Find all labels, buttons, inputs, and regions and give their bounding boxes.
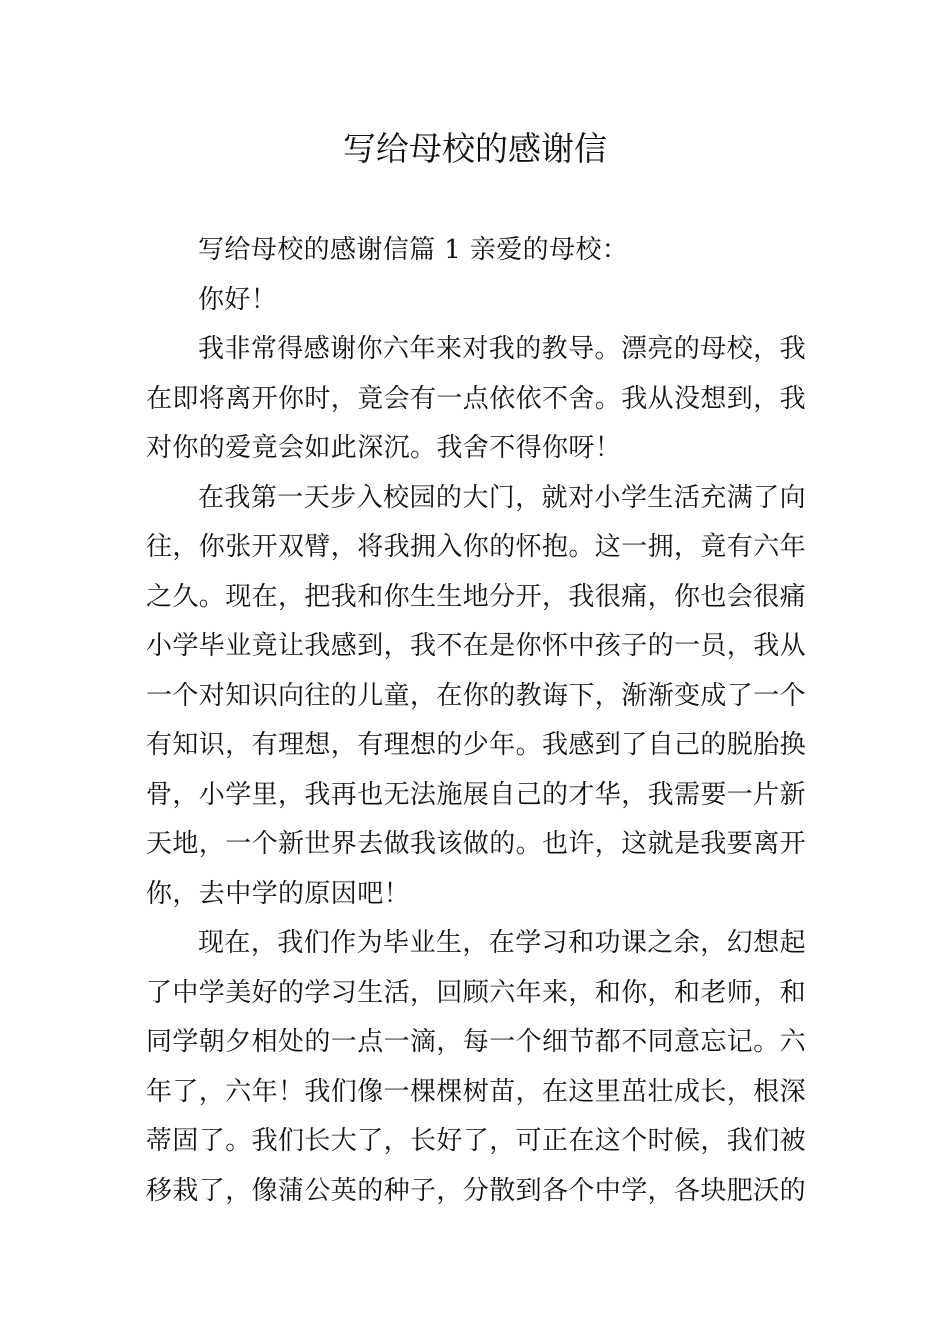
paragraph-3: 现在，我们作为毕业生，在学习和功课之余，幻想起了中学美好的学习生活，回顾六年来，和你，和老师，和同学朝夕相处的一点一滴，每一个细节都不同意忘记。六年了，六年！我们像一棵棵树苗，在这里茁壮成长，根深蒂固了。我们长大了，长好了，可正在这个时候，我们被移栽了，像蒲公英的种子，分散到各个中学，各块肥沃的 [146,928,807,1206]
paragraph-greeting: 你好！ [198,284,278,315]
paragraph-heading: 写给母校的感谢信篇 1 亲爱的母校： [198,235,629,265]
document-title: 写给母校的感谢信 [343,129,607,168]
paragraph-2: 在我第一天步入校园的大门，就对小学生活充满了向往，你张开双臂，将我拥入你的怀抱。这一拥，竟有六年之久。现在，把我和你生生地分开，我很痛，你也会很痛小学毕业竟让我感到，我不在是你怀中孩子的一员，我从一个对知识向往的儿童，在你的教诲下，渐渐变成了一个有知识，有理想，有理想的少年。我感到了自己的脱胎换骨，小学里，我再也无法施展自己的才华，我需要一片新天地，一个新世界去做我该做的。也许，这就是我要离开你，去中学的原因吧！ [146,482,807,909]
document-body [146,226,806,1216]
paragraph-1: 我非常得感谢你六年来对我的教导。漂亮的母校，我在即将离开你时，竟会有一点依依不舍。我从没想到，我对你的爱竟会如此深沉。我舍不得你呀！ [146,334,807,463]
